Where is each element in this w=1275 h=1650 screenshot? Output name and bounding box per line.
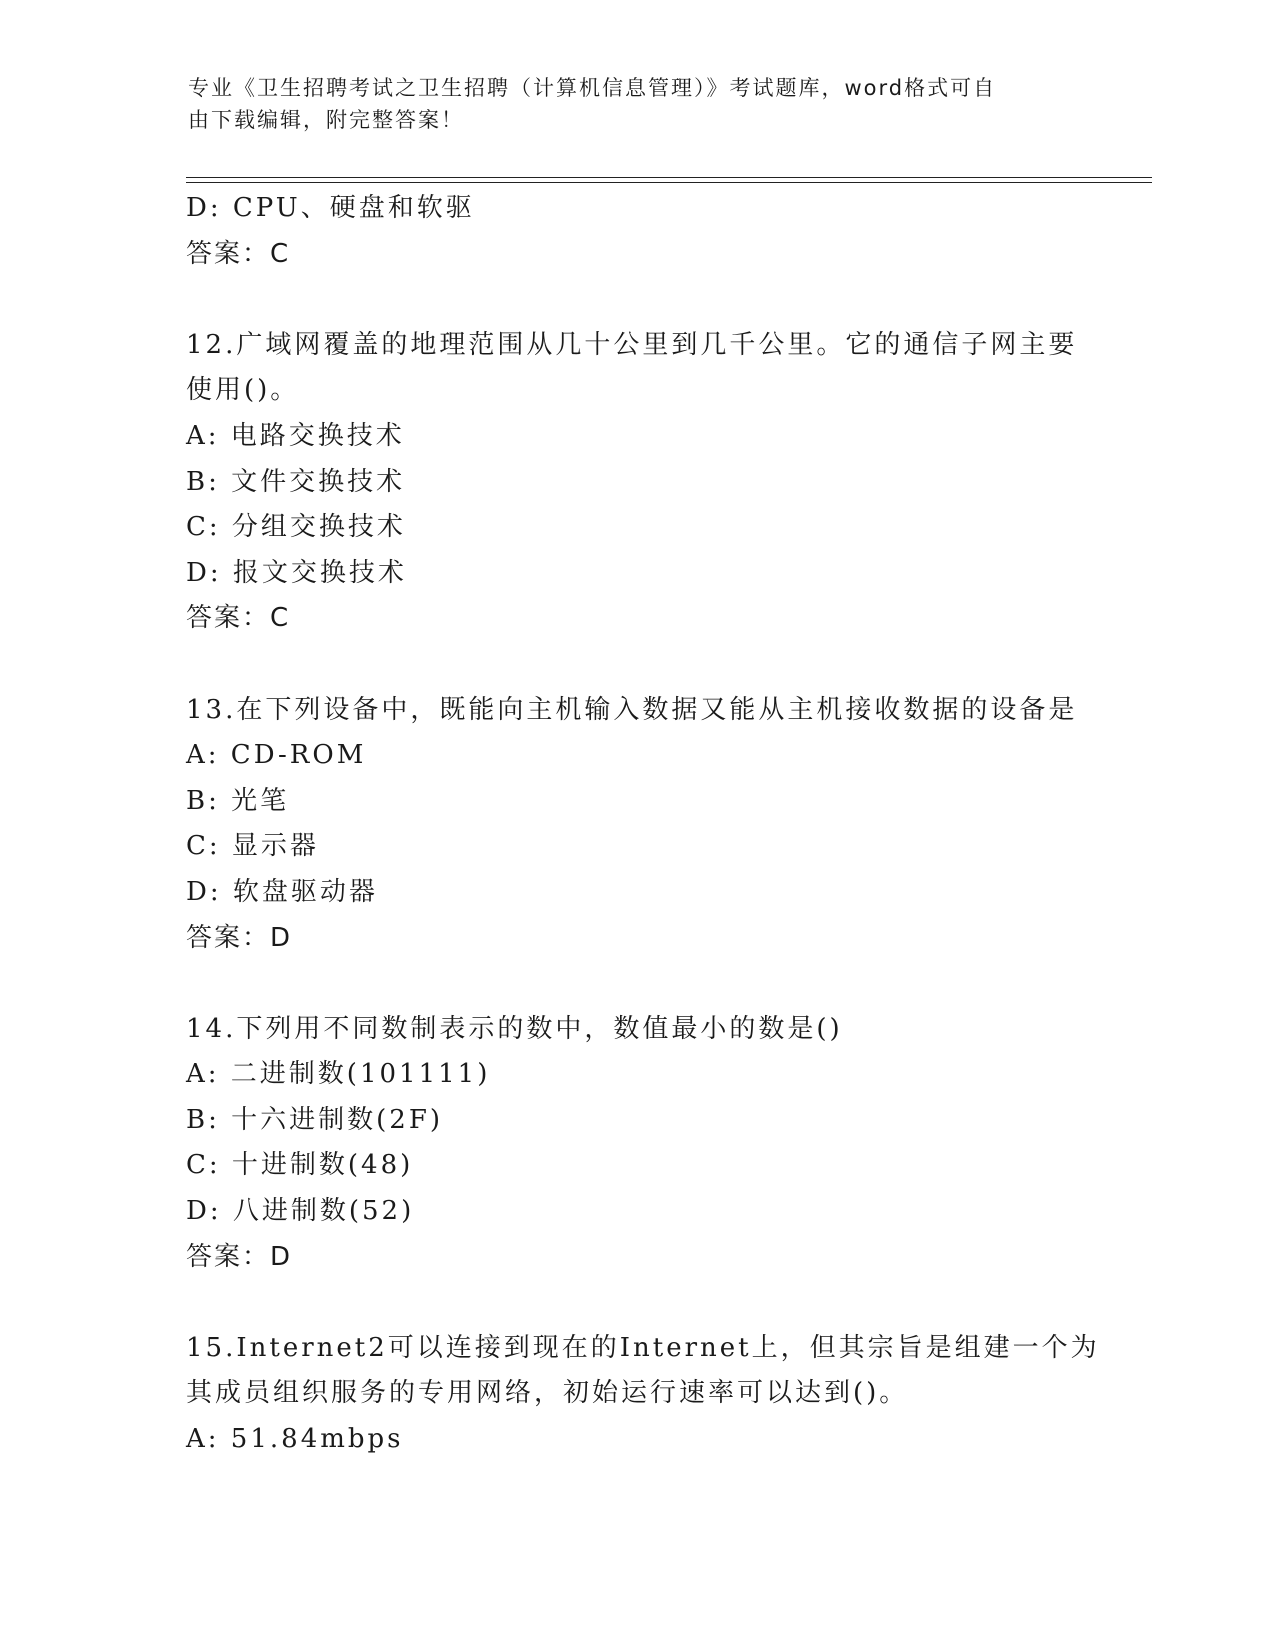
question-stem: 14.下列用不同数制表示的数中，数值最小的数是() [186, 1013, 843, 1044]
option-d: D: 报文交换技术 [186, 557, 407, 588]
header-line-1: 专业《卫生招聘考试之卫生招聘（计算机信息管理）》考试题库，word格式可自 [188, 76, 997, 100]
option-b: B: 光笔 [186, 785, 290, 816]
spacer [186, 277, 1086, 323]
option-c: C: 十进制数(48) [186, 1150, 414, 1181]
option-c: C: 分组交换技术 [186, 512, 406, 543]
question-stem: 其成员组织服务的专用网络，初始运行速率可以达到()。 [186, 1378, 909, 1409]
header-divider-bottom [186, 182, 1152, 183]
option-a: A: 电路交换技术 [186, 420, 405, 451]
header-line-2: 由下载编辑，附完整答案！ [188, 108, 464, 132]
question-stem: 13.在下列设备中，既能向主机输入数据又能从主机接收数据的设备是 [186, 694, 1078, 725]
option-c: C: 显示器 [186, 831, 319, 862]
question-stem: 使用()。 [186, 375, 300, 406]
prev-option-d: D: CPU、硬盘和软驱 [186, 193, 475, 223]
question-12 [186, 323, 1086, 642]
header-divider-top [186, 177, 1152, 178]
option-a: A: 51.84mbps [186, 1424, 404, 1455]
answer: 答案：C [186, 603, 291, 634]
option-d: D: 八进制数(52) [186, 1196, 415, 1227]
prev-answer: 答案：C [186, 238, 291, 269]
spacer [186, 1280, 1086, 1326]
option-a: A: CD-ROM [186, 740, 367, 771]
spacer [186, 642, 1086, 688]
option-a: A: 二进制数(101111) [186, 1059, 491, 1090]
question-14 [186, 1007, 1086, 1281]
question-stem: 12.广域网覆盖的地理范围从几十公里到几千公里。它的通信子网主要 [186, 329, 1078, 360]
option-b: B: 十六进制数(2F) [186, 1104, 444, 1135]
question-15 [186, 1326, 1100, 1463]
option-b: B: 文件交换技术 [186, 466, 406, 497]
answer: 答案：D [186, 1241, 293, 1272]
spacer [186, 961, 1086, 1007]
question-list [186, 186, 1100, 1463]
question-13 [186, 688, 1086, 962]
document-header [188, 72, 1068, 136]
question-stem: 15.Internet2可以连接到现在的Internet上，但其宗旨是组建一个为 [186, 1332, 1100, 1363]
option-d: D: 软盘驱动器 [186, 876, 378, 907]
answer: 答案：D [186, 922, 293, 953]
